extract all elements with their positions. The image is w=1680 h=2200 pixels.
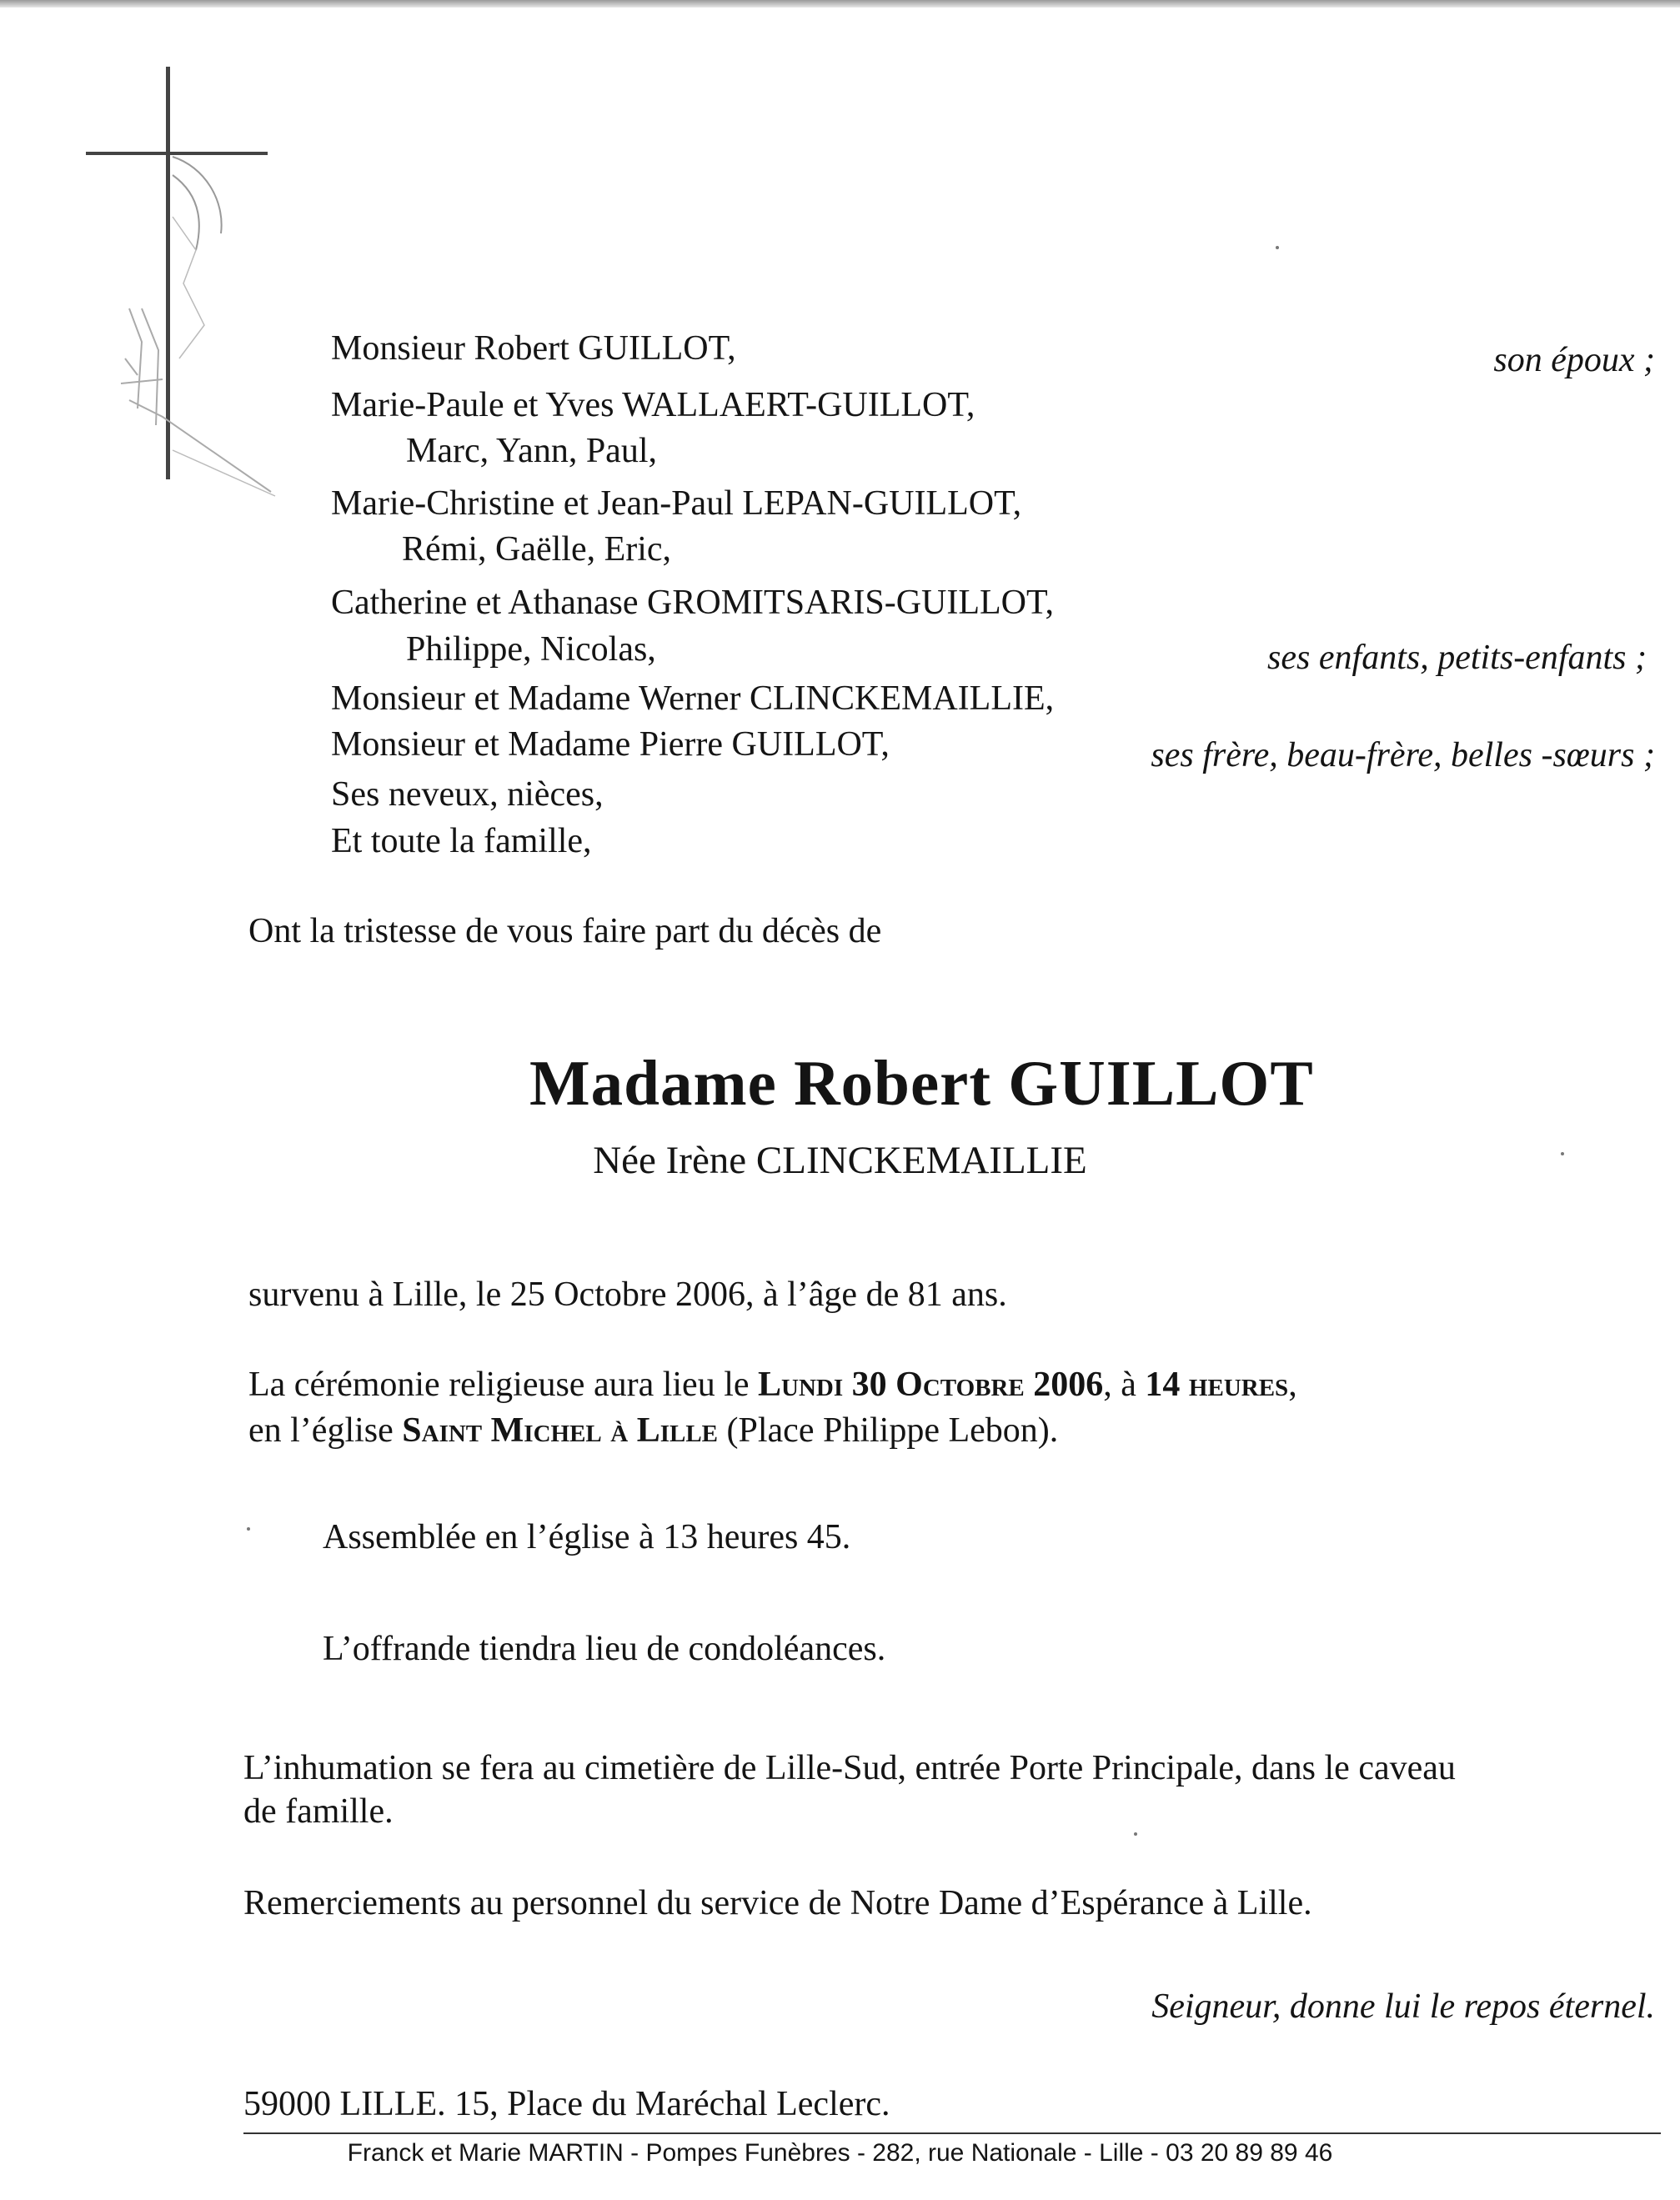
ceremony-time: 14 heures <box>1145 1366 1289 1404</box>
scan-edge <box>0 0 1680 8</box>
thanks: Remerciements au personnel du service de Notre Dame d’Espérance à Lille. <box>243 1884 1312 1922</box>
scan-speck <box>1276 246 1279 249</box>
burial-info: de famille. <box>243 1792 394 1831</box>
divider <box>243 2132 1661 2134</box>
assembly-info: Assemblée en l’église à 13 heures 45. <box>323 1518 851 1556</box>
death-info: survenu à Lille, le 25 Octobre 2006, à l’âge de 81 ans. <box>248 1275 1007 1314</box>
ceremony-text: , <box>1288 1366 1297 1404</box>
scan-speck <box>1134 1832 1137 1836</box>
family-line: Marc, Yann, Paul, <box>406 432 657 470</box>
maiden-name: Née Irène CLINCKEMAILLIE <box>593 1139 1087 1182</box>
closing-prayer: Seigneur, donne lui le repos éternel. <box>1151 1987 1655 2026</box>
family-line: Marie-Paule et Yves WALLAERT-GUILLOT, <box>331 386 975 424</box>
offering-info: L’offrande tiendra lieu de condoléances. <box>323 1630 886 1668</box>
ceremony-line-2 <box>248 1413 1058 1448</box>
ceremony-place: (Place Philippe Lebon). <box>718 1411 1059 1450</box>
announcement: Ont la tristesse de vous faire part du décès de <box>248 912 882 950</box>
family-line: Monsieur Robert GUILLOT, <box>331 329 736 368</box>
scan-speck <box>1561 1152 1564 1155</box>
family-line: Ses neveux, nièces, <box>331 775 604 814</box>
family-relation: son époux ; <box>1493 341 1655 379</box>
funeral-home-footer: Franck et Marie MARTIN - Pompes Funèbres - 282, rue Nationale - Lille - 03 20 89 89 46 <box>347 2139 1333 2167</box>
ceremony-line-1 <box>248 1367 1297 1402</box>
ceremony-text: en l’église <box>248 1411 403 1450</box>
ceremony-text: La cérémonie religieuse aura lieu le <box>248 1366 759 1404</box>
family-line: Monsieur et Madame Pierre GUILLOT, <box>331 725 890 764</box>
ceremony-church: Saint Michel à Lille <box>402 1411 719 1450</box>
family-line: Marie-Christine et Jean-Paul LEPAN-GUILLOT, <box>331 484 1022 523</box>
ceremony-date: Lundi 30 Octobre 2006 <box>758 1366 1104 1404</box>
family-line: Et toute la famille, <box>331 822 592 860</box>
address: 59000 LILLE. 15, Place du Maréchal Leclerc. <box>243 2085 890 2123</box>
burial-info: L’inhumation se fera au cimetière de Lille-Sud, entrée Porte Principale, dans le caveau <box>243 1749 1456 1787</box>
scan-speck <box>247 1527 250 1531</box>
cross-icon <box>79 58 279 509</box>
ceremony-text: , à <box>1103 1366 1146 1404</box>
deceased-name: Madame Robert GUILLOT <box>529 1047 1314 1119</box>
family-line: Monsieur et Madame Werner CLINCKEMAILLIE, <box>331 679 1055 718</box>
family-line: Catherine et Athanase GROMITSARIS-GUILLOT, <box>331 584 1055 622</box>
family-relation: ses enfants, petits-enfants ; <box>1267 639 1647 677</box>
family-line: Philippe, Nicolas, <box>406 630 656 669</box>
family-relation: ses frère, beau-frère, belles -sœurs ; <box>1151 736 1655 774</box>
family-line: Rémi, Gaëlle, Eric, <box>402 530 672 569</box>
